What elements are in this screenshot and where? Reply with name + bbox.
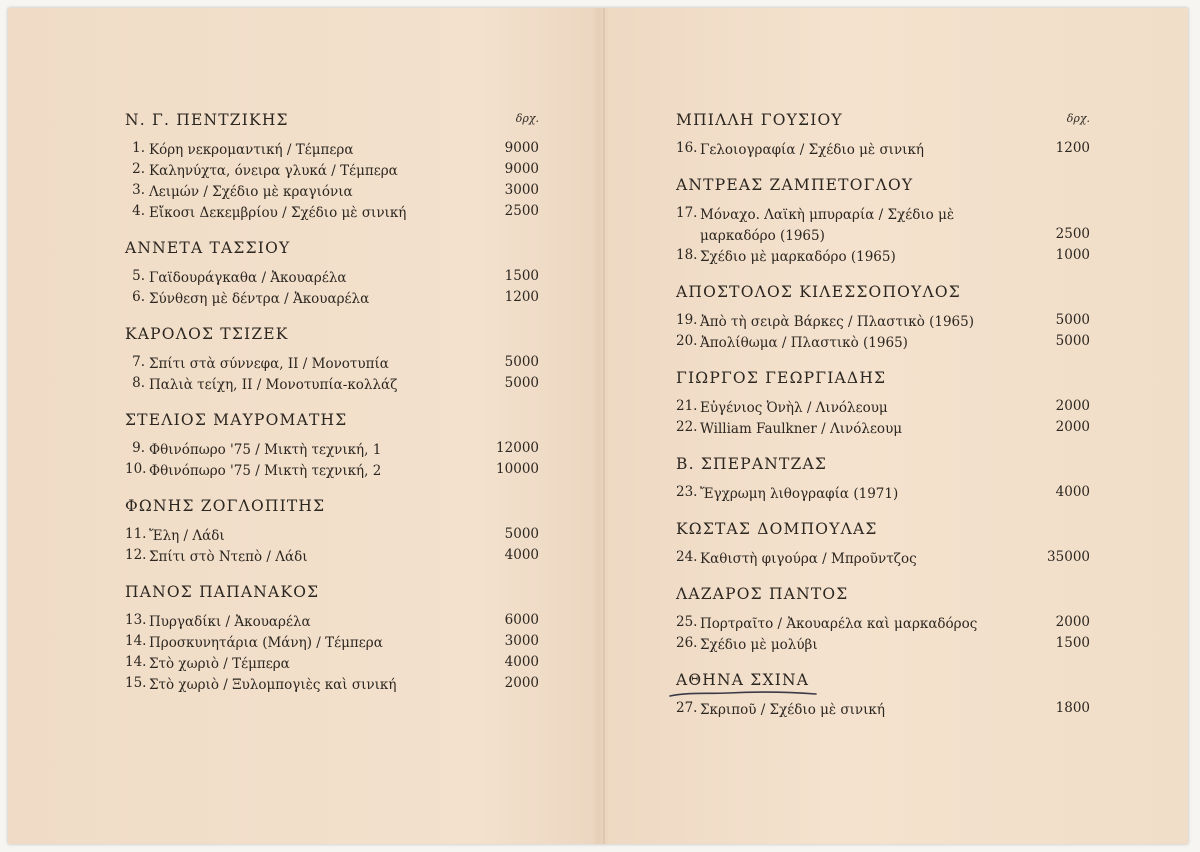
list-item [125, 354, 539, 375]
item-number: 25. [676, 614, 698, 630]
spacer [676, 268, 1090, 280]
section-header [676, 366, 1090, 390]
item-number: 23. [676, 484, 698, 500]
artist-section [676, 668, 1090, 721]
list-item [676, 140, 1090, 161]
spacer [676, 570, 1090, 582]
item-number: 8. [132, 375, 145, 391]
item-price: 2000 [504, 675, 539, 691]
section-header [125, 494, 539, 518]
spacer [676, 505, 1090, 517]
list-item [125, 526, 539, 547]
artist-name: ΓΙΩΡΓΟΣ ΓΕΩΡΓΙΑΔΗΣ [676, 369, 887, 387]
section-header [125, 322, 539, 346]
section-header [125, 108, 539, 132]
item-price: 2000 [1055, 614, 1090, 630]
item-title: Πορτραῖτο / Ἀκουαρέλα καὶ μαρκαδόρος [700, 616, 978, 632]
item-number: 19. [676, 312, 698, 328]
item-number: 14. [125, 654, 147, 670]
spacer [125, 482, 539, 494]
list-item [676, 419, 1090, 440]
item-title: Καθιστὴ φιγούρα / Μπροῦντζος [700, 551, 917, 567]
item-price: 2500 [504, 203, 539, 219]
item-title: Σύνθεση μὲ δέντρα / Ἀκουαρέλα [149, 291, 370, 307]
artist-section [676, 366, 1090, 440]
item-title: Ἀπὸ τὴ σειρὰ Βάρκες / Πλαστικὸ (1965) [700, 314, 975, 330]
list-item [125, 268, 539, 289]
item-price: 2000 [1055, 398, 1090, 414]
artist-section [125, 494, 539, 568]
item-price: 12000 [496, 440, 539, 456]
item-title: Πυργαδίκι / Ἀκουαρέλα [149, 614, 311, 630]
list-item [676, 205, 1090, 247]
list-item [125, 140, 539, 161]
item-price: 2500 [1055, 226, 1090, 242]
list-item [676, 549, 1090, 570]
item-number: 13. [125, 612, 147, 628]
spacer [125, 224, 539, 236]
item-title: Ἀπολίθωμα / Πλαστικὸ (1965) [700, 335, 908, 351]
artist-name: ΑΠΟΣΤΟΛΟΣ ΚΙΛΕΣΣΟΠΟΥΛΟΣ [676, 283, 961, 301]
item-title: Προσκυνητάρια (Μάνη) / Τέμπερα [149, 635, 383, 651]
item-title: Φθινόπωρο '75 / Μικτὴ τεχνική, 1 [149, 442, 382, 458]
item-price: 1200 [504, 289, 539, 305]
item-number: 16. [676, 140, 698, 156]
section-header [125, 408, 539, 432]
list-item [676, 312, 1090, 333]
item-price: 3000 [504, 182, 539, 198]
artist-name: ΑΘΗΝΑ ΣΧΙΝΑ [676, 671, 810, 689]
item-price: 10000 [496, 461, 539, 477]
item-price: 9000 [504, 161, 539, 177]
artist-section [676, 108, 1090, 161]
item-number: 24. [676, 549, 698, 565]
item-number: 20. [676, 333, 698, 349]
item-number: 27. [676, 700, 698, 716]
list-item [125, 182, 539, 203]
artist-name: ΜΠΙΛΛΗ ΓΟΥΣΙΟΥ [676, 111, 843, 129]
item-number: 2. [132, 161, 145, 177]
item-title: Παλιὰ τείχη, ΙΙ / Μονοτυπία-κολλάζ [149, 377, 398, 393]
item-title: Ἔγχρωμη λιθογραφία (1971) [700, 486, 899, 502]
section-header [676, 582, 1090, 606]
item-title: Στὸ χωριὸ / Ξυλομπογιὲς καὶ σινική [149, 677, 397, 693]
list-item [125, 633, 539, 654]
list-item [676, 700, 1090, 721]
item-number: 7. [132, 354, 145, 370]
artist-name: ΚΩΣΤΑΣ ΔΟΜΠΟΥΛΑΣ [676, 520, 878, 538]
item-number: 6. [132, 289, 145, 305]
item-number: 11. [125, 526, 147, 542]
left-page [125, 108, 539, 696]
section-header [676, 173, 1090, 197]
list-item [676, 398, 1090, 419]
artist-section [676, 173, 1090, 268]
list-item [125, 675, 539, 696]
item-title: Κόρη νεκρομαντική / Τέμπερα [149, 142, 354, 158]
item-price: 35000 [1047, 549, 1090, 565]
artist-name: ΦΩΝΗΣ ΖΟΓΛΟΠΙΤΗΣ [125, 497, 326, 515]
item-title: Εἴκοσι Δεκεμβρίου / Σχέδιο μὲ σινική [149, 205, 407, 221]
list-item [125, 440, 539, 461]
item-title: Σχέδιο μὲ μαρκαδόρο (1965) [700, 249, 896, 265]
item-price: 1200 [1055, 140, 1090, 156]
center-fold [603, 8, 605, 844]
item-price: 9000 [504, 140, 539, 156]
item-price: 1000 [1055, 247, 1090, 263]
item-title: Σπίτι στὸ Ντεπὸ / Λάδι [149, 549, 308, 565]
artist-name: ΠΑΝΟΣ ΠΑΠΑΝΑΚΟΣ [125, 583, 320, 601]
brochure-sheet [8, 8, 1188, 844]
section-header [676, 108, 1090, 132]
item-price: 5000 [1055, 312, 1090, 328]
item-title: Γαϊδουράγκαθα / Ἀκουαρέλα [149, 270, 347, 286]
item-number: 9. [132, 440, 145, 456]
artist-name: Β. ΣΠΕΡΑΝΤΖΑΣ [676, 455, 828, 473]
artist-section [676, 452, 1090, 505]
item-number: 17. [676, 205, 698, 221]
artist-name: ΑΝΝΕΤΑ ΤΑΣΣΙΟΥ [125, 239, 291, 257]
list-item [676, 614, 1090, 635]
item-price: 4000 [504, 654, 539, 670]
list-item [125, 547, 539, 568]
list-item [125, 375, 539, 396]
artist-section [125, 580, 539, 696]
section-header [676, 280, 1090, 304]
item-number: 26. [676, 635, 698, 651]
item-price: 1500 [504, 268, 539, 284]
item-number: 5. [132, 268, 145, 284]
item-title: Φθινόπωρο '75 / Μικτὴ τεχνική, 2 [149, 463, 382, 479]
artist-section [125, 236, 539, 310]
item-title: Λειμών / Σχέδιο μὲ κραγιόνια [149, 184, 353, 200]
item-price: 1500 [1055, 635, 1090, 651]
artist-name: ΛΑΖΑΡΟΣ ΠΑΝΤΟΣ [676, 585, 849, 603]
artist-section [676, 582, 1090, 656]
item-price: 5000 [504, 375, 539, 391]
item-price: 1800 [1055, 700, 1090, 716]
item-price: 5000 [504, 354, 539, 370]
item-title: Γελοιογραφία / Σχέδιο μὲ σινική [700, 142, 924, 158]
item-title: Μόναχο. Λαϊκὴ μπυραρία / Σχέδιο μὲ μαρκαδόρο (1965) [700, 207, 955, 244]
item-price: 6000 [504, 612, 539, 628]
item-number: 12. [125, 547, 147, 563]
item-title: Σπίτι στὰ σύννεφα, ΙΙ / Μονοτυπία [149, 356, 389, 372]
item-number: 15. [125, 675, 147, 691]
spacer [676, 656, 1090, 668]
artist-section [676, 280, 1090, 354]
artist-name: Ν. Γ. ΠΕΝΤΖΙΚΗΣ [125, 111, 289, 129]
spacer [125, 568, 539, 580]
item-price: 4000 [1055, 484, 1090, 500]
handwritten-underline [668, 688, 818, 700]
currency-label: δρχ. [1066, 112, 1090, 125]
list-item [676, 484, 1090, 505]
section-header [676, 517, 1090, 541]
spacer [676, 440, 1090, 452]
item-number: 4. [132, 203, 145, 219]
list-item [125, 289, 539, 310]
spacer [125, 310, 539, 322]
item-title: Σκριποῦ / Σχέδιο μὲ σινική [700, 702, 885, 718]
item-number: 14. [125, 633, 147, 649]
spacer [676, 354, 1090, 366]
item-title: Ἔλη / Λάδι [149, 528, 225, 544]
item-number: 10. [125, 461, 147, 477]
list-item [125, 612, 539, 633]
artist-section [125, 322, 539, 396]
item-number: 21. [676, 398, 698, 414]
item-title: Εὐγένιος Ὀνὴλ / Λινόλεουμ [700, 400, 888, 416]
artist-name: ΑΝΤΡΕΑΣ ΖΑΜΠΕΤΟΓΛΟΥ [676, 176, 914, 194]
item-title: Καληνύχτα, όνειρα γλυκά / Τέμπερα [149, 163, 398, 179]
section-header [125, 236, 539, 260]
list-item [125, 161, 539, 182]
item-number: 1. [132, 140, 145, 156]
item-title: Σχέδιο μὲ μολύβι [700, 637, 818, 653]
artist-name: ΚΑΡΟΛΟΣ ΤΣΙΖΕΚ [125, 325, 289, 343]
list-item [676, 333, 1090, 354]
item-price: 5000 [504, 526, 539, 542]
item-number: 3. [132, 182, 145, 198]
item-price: 3000 [504, 633, 539, 649]
artist-section [125, 408, 539, 482]
list-item [125, 461, 539, 482]
spacer [125, 396, 539, 408]
item-price: 5000 [1055, 333, 1090, 349]
item-title: Στὸ χωριὸ / Τέμπερα [149, 656, 290, 672]
list-item [125, 654, 539, 675]
spacer [676, 161, 1090, 173]
section-header [676, 668, 1090, 692]
currency-label: δρχ. [515, 112, 539, 125]
artist-section [125, 108, 539, 224]
item-price: 4000 [504, 547, 539, 563]
list-item [676, 247, 1090, 268]
item-title: William Faulkner / Λινόλεουμ [700, 421, 903, 437]
item-price: 2000 [1055, 419, 1090, 435]
list-item [125, 203, 539, 224]
list-item [676, 635, 1090, 656]
item-number: 18. [676, 247, 698, 263]
section-header [125, 580, 539, 604]
artist-section [676, 517, 1090, 570]
section-header [676, 452, 1090, 476]
right-page [676, 108, 1090, 721]
item-number: 22. [676, 419, 698, 435]
artist-name: ΣΤΕΛΙΟΣ ΜΑΥΡΟΜΑΤΗΣ [125, 411, 348, 429]
